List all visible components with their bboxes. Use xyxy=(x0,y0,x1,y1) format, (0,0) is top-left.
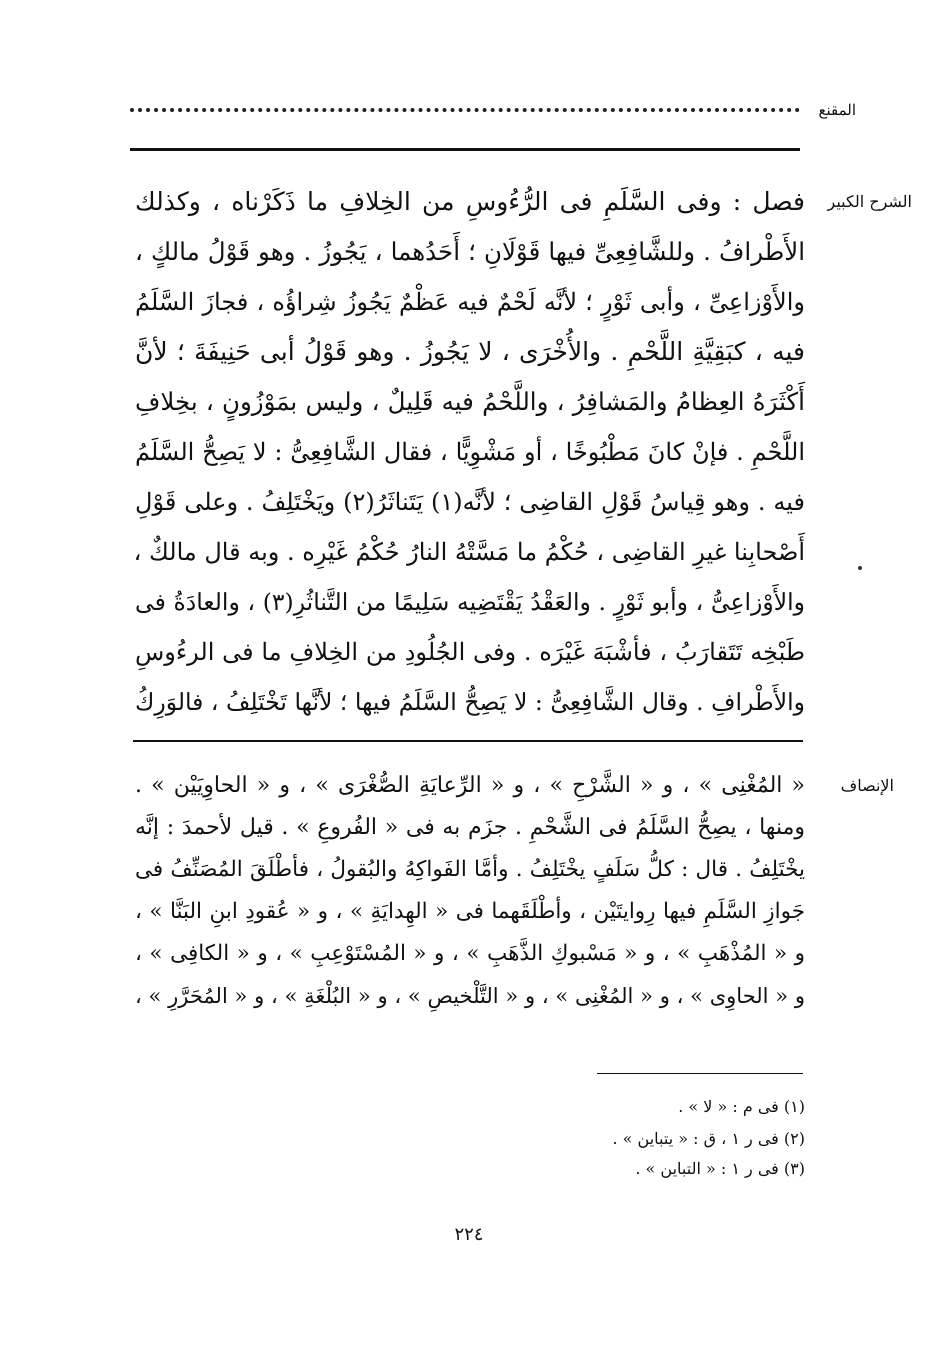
insaf-line: جَوازِ السَّلَمِ فيها رِوايتَيْن ، وأطْلَقَهما فى « الهِدايَةِ » ، و « عُقودِ ابنِ البَنَّا » ، xyxy=(135,899,805,924)
margin-mark xyxy=(858,566,862,570)
sharh-line: والأَطْرافِ . وقال الشَّافِعِىُّ : لا يَصِحُّ السَّلَمُ فيها ؛ لأنَّها تَخْتَلِفُ ، فالوَرِكُ xyxy=(135,688,805,716)
insaf-line: و « الحاوِى » ، و « المُغْنِى » ، و « التَّلْخيصِ » ، و « البُلْغَةِ » ، و « المُحَرَّرِ » ، xyxy=(135,984,805,1008)
header-rule xyxy=(130,148,800,151)
insaf-line: « المُغْنِى » ، و « الشَّرْحِ » ، و « الرِّعايَةِ الصُّغْرَى » ، و « الحاوِيَيْن » . xyxy=(135,773,805,798)
sharh-line: فصل : وفى السَّلَمِ فى الرُّءُوسِ من الخِلافِ ما ذَكَرْناه ، وكذلك xyxy=(135,187,805,216)
sharh-line: أَكْثَرَهُ العِظامُ والمَشافِرُ ، واللَّحْمُ فيه قَلِيلٌ ، وليس بمَوْزُونٍ ، بخِلافِ xyxy=(135,387,805,416)
sharh-line: الأَطْرافُ . وللشَّافِعِىِّ فيها قَوْلَانِ ؛ أَحَدُهما ، يَجُوزُ . وهو قَوْلُ مالكٍ ، xyxy=(135,237,805,266)
footnote: (٣) فى ر ١ : « التباين » . xyxy=(635,1159,805,1178)
footnote: (١) فى م : « لا » . xyxy=(678,1097,805,1116)
insaf-line: يخْتَلِفُ . قال : كلُّ سَلَفٍ يخْتَلِفُ . وأمَّا الفَواكِهُ والبُقولُ ، فأطْلَقَ المُصَنِّفُ فى xyxy=(135,857,805,882)
footnote-rule xyxy=(597,1073,803,1074)
header-dotted-rule xyxy=(130,108,800,112)
sharh-line: اللَّحْمِ . فإنْ كانَ مَطْبُوخًا ، أو مَشْوِيًّا ، فقال الشَّافِعِىُّ : لا يَصِحُّ السَّلَمُ xyxy=(135,438,805,466)
side-label-insaf: الإنصاف xyxy=(840,776,894,795)
footnote: (٢) فى ر ١ ، ق : « يتباين » . xyxy=(612,1129,805,1148)
insaf-line: و « المُذْهَبِ » ، و « مَسْبوكِ الذَّهَبِ » ، و « المُسْتَوْعِبِ » ، و « الكافِى » ، xyxy=(135,941,805,966)
sharh-line: والأَوْزاعِىُّ ، وأبو ثَوْرٍ . والعَقْدُ يَقْتَضِيه سَلِيمًا من التَّناثُرِ(٣) ، والعادَةُ فى xyxy=(135,588,805,616)
page-number: ٢٢٤ xyxy=(454,1224,484,1245)
sharh-line: طَبْخِه تَتَقارَبُ ، فأشْبَهَ غَيْرَه . وفى الجُلُودِ من الخِلافِ ما فى الرءُوسِ xyxy=(135,638,805,666)
side-label-sharh: الشرح الكبير xyxy=(827,192,912,211)
sharh-line: فيه . وهو قِياسُ قَوْلِ القاضِى ؛ لأنَّه(١) يَتَناثَرُ(٢) ويَخْتَلِفُ . وعلى قَوْلِ xyxy=(135,488,805,516)
sharh-line: والأَوْزاعِىِّ ، وأبى ثَوْرٍ ؛ لأنَّه لَحْمٌ فيه عَظْمٌ يَجُوزُ شِراؤُه ، فجازَ السَّلَمُ xyxy=(135,288,805,316)
sharh-line: فيه ، كبَقِيَّةِ اللَّحْمِ . والأُخْرَى ، لا يَجُوزُ . وهو قَوْلُ أبى حَنِيفَةَ ؛ لأنَّ xyxy=(135,337,805,366)
insaf-line: ومنها ، يصِحُّ السَّلَمُ فى الشَّحْمِ . جزَم به فى « الفُروعِ » . قيل لأحمدَ : إنَّه xyxy=(135,815,805,840)
sharh-line: أَصْحابِنا غيرِ القاضِى ، حُكْمُ ما مَسَّتْهُ النارُ حُكْمُ غَيْرِه . وبه قال مالكٌ ، xyxy=(133,538,805,566)
section-divider xyxy=(133,740,803,742)
running-header-title: المقنع xyxy=(818,101,856,119)
